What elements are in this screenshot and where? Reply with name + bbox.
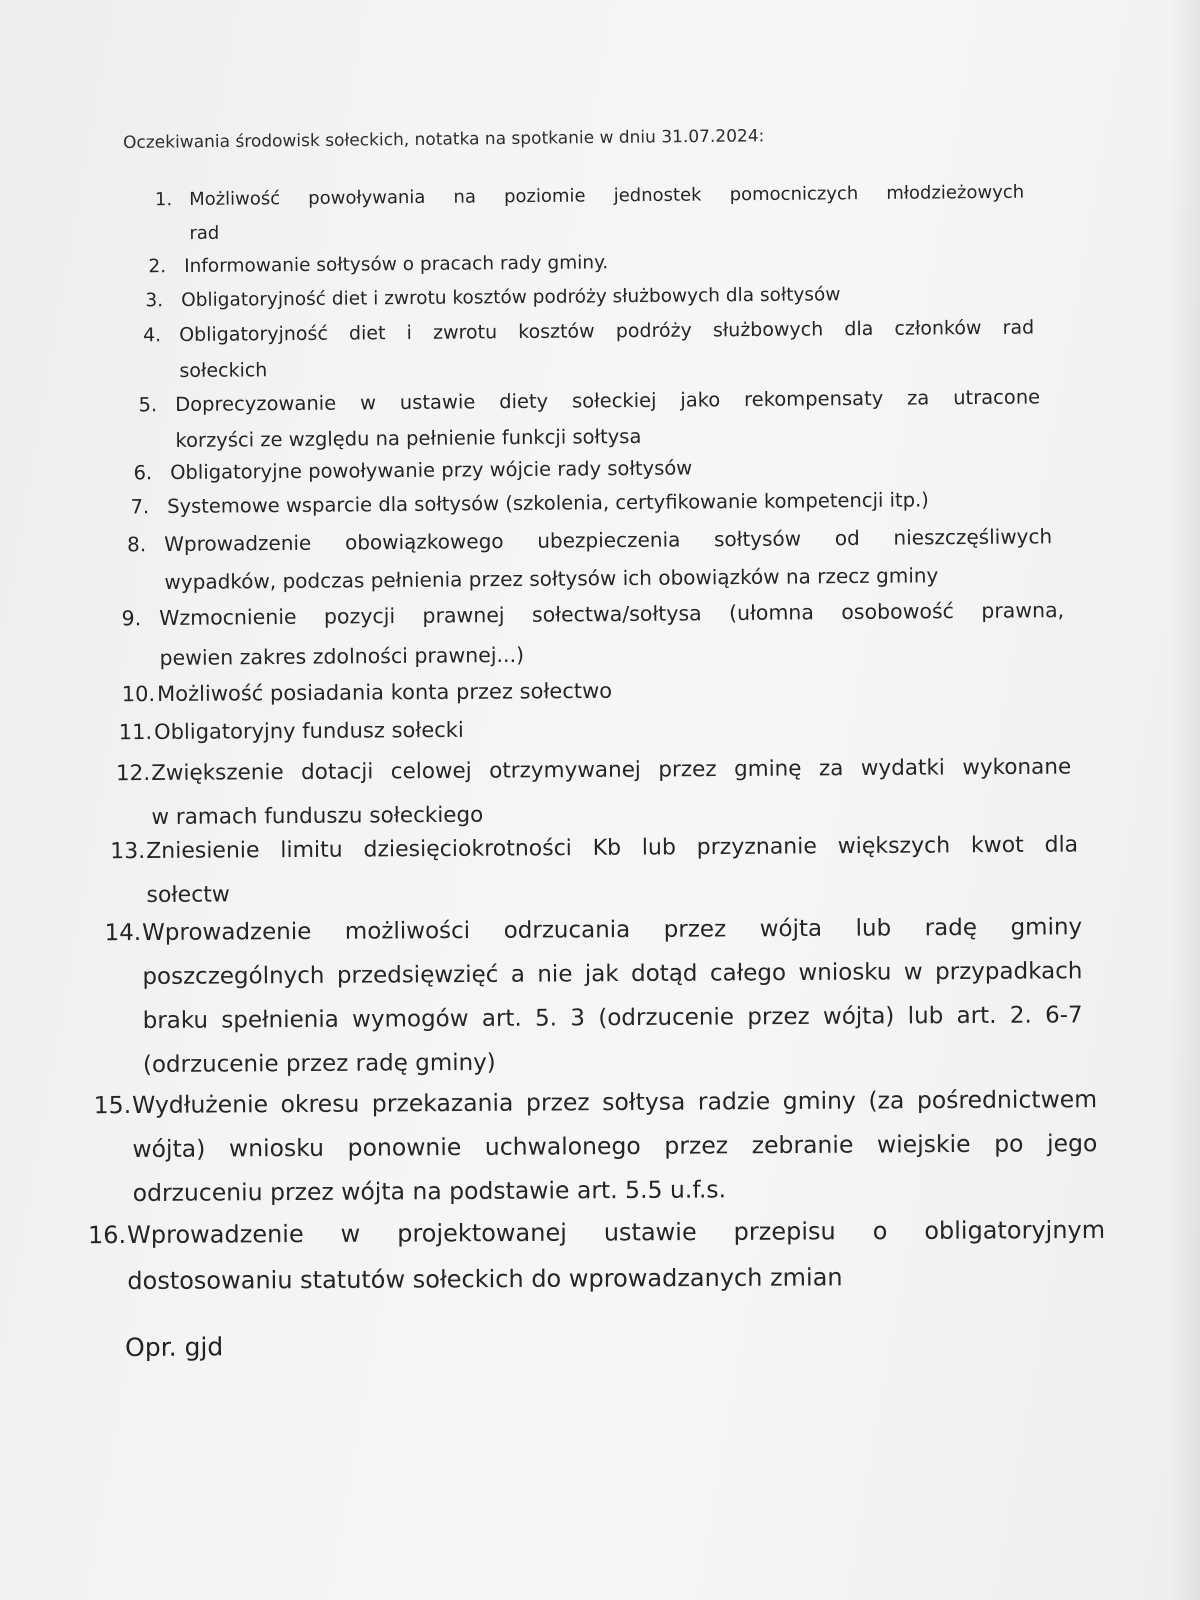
list-item-line: pewien zakres zdolności prawnej...) <box>159 642 525 670</box>
list-item-line: Obligatoryjny fundusz sołecki <box>154 717 464 744</box>
list-item <box>121 672 677 712</box>
list-item-line: Wydłużenie okresu przekazania przez sołtysa radzie gminy (za pośrednictwem <box>132 1085 1098 1119</box>
list-item-number: 2. <box>148 256 167 278</box>
list-item-number: 10. <box>121 682 156 707</box>
list-item-number: 4. <box>142 324 162 347</box>
list-item <box>138 379 1041 459</box>
list-item-line: Wzmocnienie pozycji prawnej sołectwa/sołtysa (ułomna osobowość prawna, <box>159 598 1065 630</box>
page-edge-shadow <box>1170 0 1200 1600</box>
list-item-line: sołectw <box>146 882 230 908</box>
list-item-line: Wprowadzenie obowiązkowego ubezpieczenia sołtysów od nieszczęśliwych <box>164 524 1053 556</box>
list-item <box>104 905 1083 1087</box>
list-item-line: Informowanie sołtysów o pracach rady gminy. <box>184 252 609 277</box>
list-item-number: 7. <box>130 495 150 519</box>
list-item-line: rad <box>189 222 220 244</box>
list-item-number: 3. <box>145 290 164 312</box>
list-item-line: (odrzucenie przez radę gminy) <box>142 1049 496 1078</box>
list-item <box>154 176 1025 251</box>
list-item-number: 1. <box>154 189 173 211</box>
list-item-number: 12. <box>115 761 151 787</box>
list-item-line: Systemowe wsparcie dla sołtysów (szkolenia, certyfikowanie kompetencji itp.) <box>167 488 929 518</box>
list-item-number: 13. <box>110 839 146 865</box>
list-item <box>93 1077 1098 1215</box>
list-item-number: 8. <box>126 532 147 557</box>
list-item-line: korzyści ze względu na pełnienie funkcji sołtysa <box>175 424 642 452</box>
list-item-number: 15. <box>93 1091 132 1120</box>
list-item-line: Wprowadzenie możliwości odrzucania przez wójta lub radę gminy <box>142 914 1083 946</box>
list-item <box>142 310 1035 389</box>
list-item-number: 14. <box>104 920 142 947</box>
list-item-line: wypadków, podczas pełnienia przez sołtysów ich obowiązków na rzecz gminy <box>164 563 939 594</box>
list-item-line: Zwiększenie dotacji celowej otrzymywanej przez gminę za wydatki wykonane <box>151 754 1072 786</box>
list-item-number: 11. <box>118 720 153 745</box>
list-item-line: braku spełnienia wymogów art. 5. 3 (odrzucenie przez wójta) lub art. 2. 6-7 <box>142 1002 1083 1034</box>
list-item-line: Obligatoryjne powoływanie przy wójcie rady sołtysów <box>170 456 693 484</box>
list-item-line: odrzuceniu przez wójta na podstawie art. 5.5 u.f.s. <box>132 1175 727 1207</box>
author-signature: Opr. gjd <box>125 1332 224 1362</box>
list-item-line: poszczególnych przedsięwzięć a nie jak dotąd całego wniosku w przypadkach <box>142 958 1083 990</box>
list-item-number: 9. <box>121 606 142 631</box>
list-item-line: w ramach funduszu sołeckiego <box>151 802 484 830</box>
list-item <box>126 517 1053 601</box>
list-item-line: dostosowaniu statutów sołeckich do wprowadzanych zmian <box>127 1263 843 1295</box>
list-item-line: Możliwość posiadania konta przez sołectwo <box>157 678 613 706</box>
list-item-number: 6. <box>133 461 153 485</box>
list-item-line: Możliwość powoływania na poziomie jednostek pomocniczych młodzieżowych <box>189 181 1025 210</box>
list-item-line: Obligatoryjność diet i zwrotu kosztów podróży służbowych dla sołtysów <box>181 284 841 311</box>
list-item-line: Zniesienie limitu dziesięciokrotności Kb lub przyznanie większych kwot dla <box>146 832 1079 864</box>
list-item <box>133 451 770 490</box>
list-item-line: Doprecyzowanie w ustawie diety sołeckiej jako rekompensaty za utracone <box>175 385 1041 416</box>
list-item <box>118 711 514 750</box>
list-item <box>121 590 1065 678</box>
list-item <box>110 823 1079 918</box>
list-item <box>87 1207 1106 1304</box>
list-item <box>148 246 694 284</box>
document-title: Oczekiwania środowisk sołeckich, notatka na spotkanie w dniu 31.07.2024: <box>123 126 765 153</box>
list-item-number: 16. <box>87 1221 127 1250</box>
list-item-line: Obligatoryjność diet i zwrotu kosztów podróży służbowych dla członków rad <box>179 316 1035 346</box>
list-item-line: sołeckich <box>179 359 268 382</box>
list-item-line: Wprowadzenie w projektowanej ustawie przepisu o obligatoryjnym <box>127 1215 1106 1249</box>
list-item-number: 5. <box>138 393 158 417</box>
list-item-line: wójta) wniosku ponownie uchwalonego przez zebranie wiejskie po jego <box>132 1129 1098 1163</box>
